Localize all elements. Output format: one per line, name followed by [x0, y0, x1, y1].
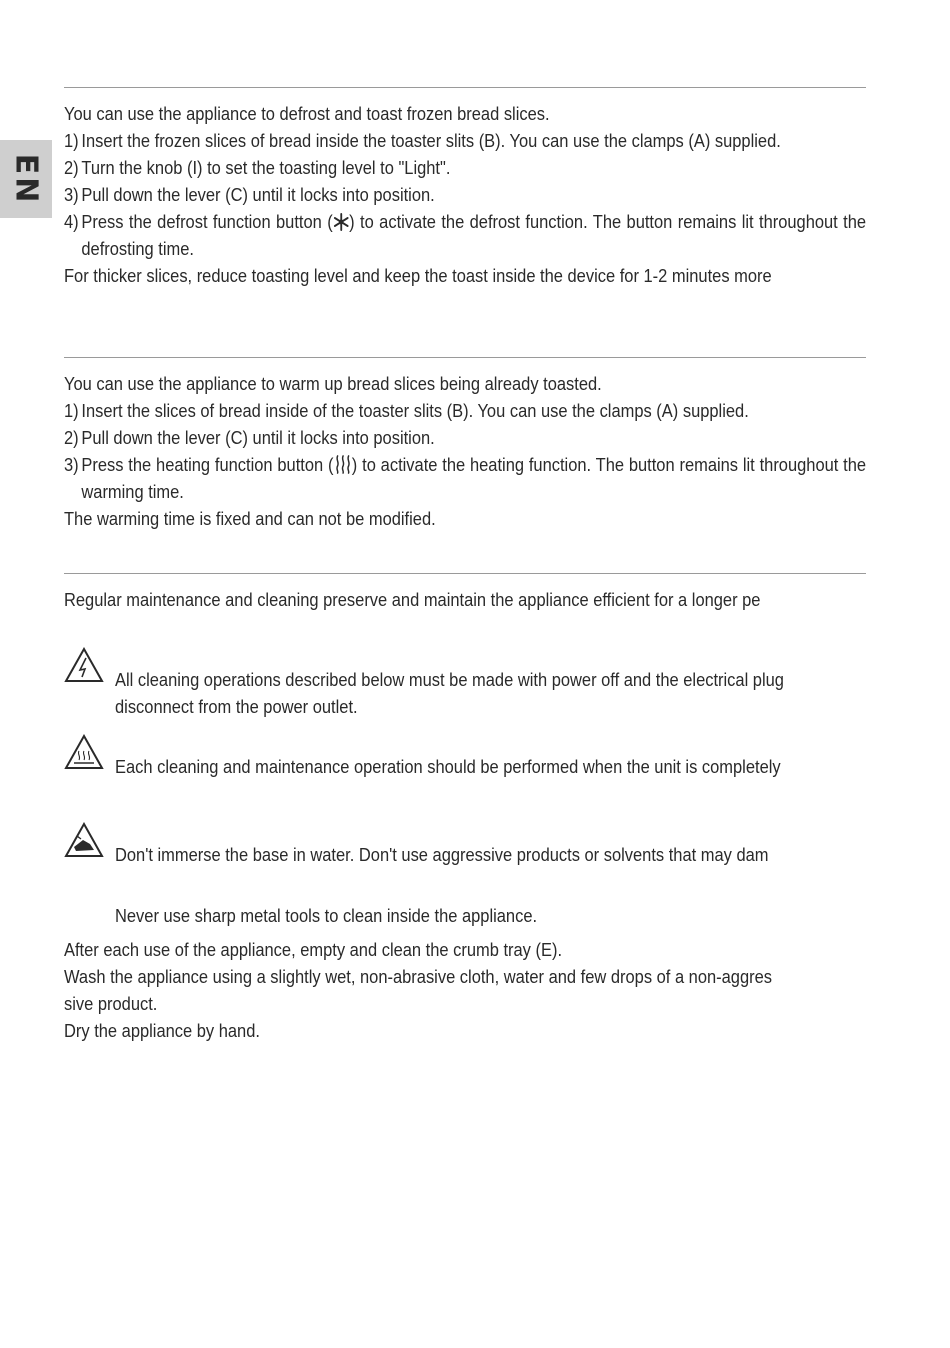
tools-note-block [115, 903, 866, 930]
warning-water-text: Don't immerse the base in water. Don't use aggressive products or solvents that may dam [115, 845, 769, 865]
cleaning-section [64, 573, 866, 614]
defrost-step-2: 2) Turn the knob (I) to set the toasting level to "Light". [64, 158, 451, 178]
wash-text-1: Wash the appliance using a slightly wet, non-abrasive cloth, water and few drops of a non-aggres [64, 967, 773, 987]
wash-text-2: sive product. [64, 994, 158, 1014]
section-divider [64, 87, 866, 88]
defrost-section [64, 87, 866, 290]
tools-note: Never use sharp metal tools to clean inside the appliance. [115, 906, 538, 926]
defrost-note: For thicker slices, reduce toasting level and keep the toast inside the device for 1-2 minutes more [64, 266, 772, 286]
section-divider [64, 573, 866, 574]
language-tab [0, 140, 52, 218]
warning-electric-text-2: disconnect from the power outlet. [115, 697, 358, 717]
warming-intro: You can use the appliance to warm up bread slices being already toasted. [64, 374, 602, 394]
electric-hazard-icon [64, 647, 104, 683]
warning-hot-text: Each cleaning and maintenance operation should be performed when the unit is completely [115, 757, 781, 777]
dry-text: Dry the appliance by hand. [64, 1021, 260, 1041]
heat-waves-icon [334, 454, 352, 474]
warming-step-2: 2) Pull down the lever (C) until it locks into position. [64, 428, 435, 448]
warming-step-1: 1) Insert the slices of bread inside of the toaster slits (B). You can use the clamps (A) supplied. [64, 401, 749, 421]
no-water-hazard-icon [64, 822, 104, 858]
warming-section [64, 357, 866, 533]
cleaning-instructions [64, 937, 866, 1045]
warning-electric-text-1: All cleaning operations described below must be made with power off and the electrical plug [115, 670, 784, 690]
defrost-step-3: 3) Pull down the lever (C) until it locks into position. [64, 185, 435, 205]
hot-surface-icon [64, 734, 104, 770]
defrost-step-1: 1) Insert the frozen slices of bread inside the toaster slits (B). You can use the clamps (A) supplied. [64, 131, 781, 151]
warming-note: The warming time is fixed and can not be modified. [64, 509, 436, 529]
snowflake-icon [333, 213, 349, 231]
defrost-step-4: 4) Press the defrost function button ( ) to activate the defrost function. The button remains lit throughout the defrosting time. [64, 212, 867, 259]
section-divider [64, 357, 866, 358]
defrost-intro: You can use the appliance to defrost and toast frozen bread slices. [64, 104, 550, 124]
after-use-text: After each use of the appliance, empty and clean the crumb tray (E). [64, 940, 563, 960]
language-tab-label: EN [8, 153, 44, 205]
cleaning-intro: Regular maintenance and cleaning preserve and maintain the appliance efficient for a longer pe [64, 590, 761, 610]
warming-step-3: 3) Press the heating function button ( ) to activate the heating function. The button remains lit throughout the warming time. [64, 455, 867, 502]
